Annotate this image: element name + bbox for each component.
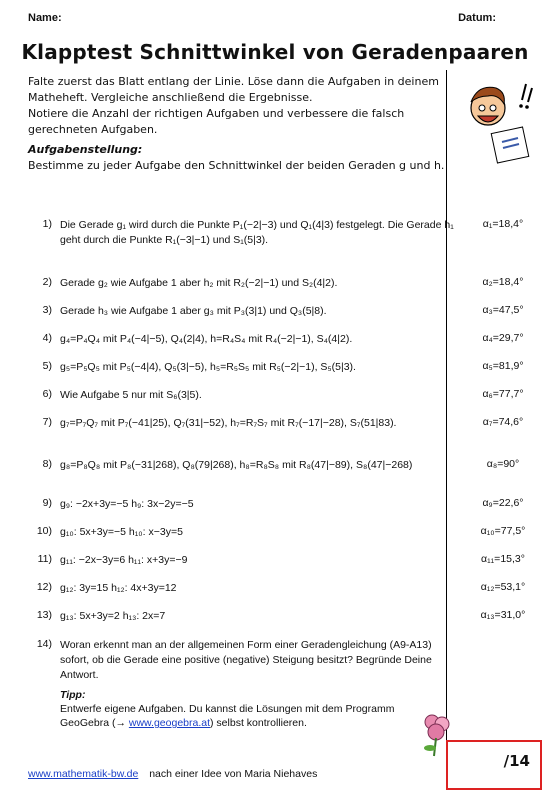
task-number: 10) [36,525,52,537]
task-number: 2) [42,276,52,288]
task-number: 3) [42,304,52,316]
task-text: Gerade g₂ wie Aufgabe 1 aber h₂ mit R₂(−2|−1) und S₂(4|2). [60,277,338,289]
task-result: α₅=81,9° [482,360,524,372]
task-text: Bestimme zu jeder Aufgabe den Schnittwinkel der beiden Geraden g und h. [28,159,445,172]
task-text: g₁₀: 5x+3y=−5 h₁₀: x−3y=5 [60,526,183,538]
task-number: 12) [36,581,52,593]
task-number: 4) [42,332,52,344]
task-result: α₆=77,7° [482,388,524,400]
task-number: 8) [42,458,52,470]
task-text: g₇=P₇Q₇ mit P₇(−41|25), Q₇(31|−52), h₇=R₇S₇ mit R₇(−17|−28), S₇(51|83). [60,417,397,429]
intro-text [28,74,448,174]
date-label: Datum: [458,12,496,24]
intro-line1: Falte zuerst das Blatt entlang der Linie. Löse dann die Aufgaben in deinem Matheheft. Vergleiche anschließend die Ergebnisse. [28,75,439,104]
task-number: 1) [42,218,52,230]
task-result: α₃=47,5° [482,304,524,316]
task-text: g₈=P₈Q₈ mit P₈(−31|268), Q₈(79|268), h₈=R₈S₈ mit R₈(47|−89), S₈(47|−268) [60,459,413,471]
task-number: 7) [42,416,52,428]
footer-text: nach einer Idee von Maria Niehaves [149,768,318,780]
footer-link[interactable]: www.mathematik-bw.de [28,768,139,780]
score-text: /14 [503,752,530,770]
task-heading: Aufgabenstellung: [28,143,143,156]
task-result: α₄=29,7° [482,332,524,344]
task-text: Wie Aufgabe 5 nur mit S₆(3|5). [60,389,202,401]
task-result: α₁₃=31,0° [480,609,526,621]
task-result: α₇=74,6° [482,416,524,428]
task-number: 13) [36,609,52,621]
task-number: 6) [42,388,52,400]
intro-line2: Notiere die Anzahl der richtigen Aufgaben und verbessere die falsch gerechneten Aufgaben. [28,107,405,136]
task-text: g₁₁: −2x−3y=6 h₁₁: x+3y=−9 [60,554,188,566]
tip-heading: Tipp: [60,689,86,701]
task-result: α₉=22,6° [482,497,524,509]
task-result: α₁₁=15,3° [481,553,525,565]
task-text: g₁₂: 3y=15 h₁₂: 4x+3y=12 [60,582,177,594]
name-label: Name: [28,12,62,24]
task-text: g₉: −2x+3y=−5 h₉: 3x−2y=−5 [60,498,194,510]
task-number: 14) [36,638,52,650]
student-cartoon-illustration [458,78,538,168]
task-result: α₁₂=53,1° [480,581,526,593]
task-text: Gerade h₃ wie Aufgabe 1 aber g₃ mit P₃(3|1) und Q₃(5|8). [60,305,327,317]
tip-text: Entwerfe eigene Aufgaben. Du kannst die Lösungen mit dem Programm GeoGebra (→ [60,703,395,729]
task-text: Die Gerade g₁ wird durch die Punkte P₁(−2|−3) und Q₁(4|3) festgelegt. Die Gerade h₁ geht durch die Punkte R₁(−3|−1) und S₁(5|3). [60,219,454,246]
page-title: Klapptest Schnittwinkel von Geradenpaaren [21,40,529,64]
task-result: α₁=18,4° [482,218,524,230]
task-text: g₅=P₅Q₅ mit P₅(−4|4), Q₅(3|−5), h₅=R₅S₅ mit R₅(−2|−1), S₅(5|3). [60,361,356,373]
tip-box [60,688,440,730]
score-box [446,740,542,790]
task-number: 5) [42,360,52,372]
geogebra-link[interactable]: www.geogebra.at [128,717,211,729]
task-text: g₄=P₄Q₄ mit P₄(−4|−5), Q₄(2|4), h=R₄S₄ mit R₄(−2|−1), S₄(4|2). [60,333,353,345]
task-result: α₂=18,4° [482,276,524,288]
fold-line-top [446,70,447,214]
task-result: α₈=90° [486,458,520,470]
tip-text-after: ) selbst kontrollieren. [210,717,307,729]
task-number: 9) [42,497,52,509]
task-text: g₁₃: 5x+3y=2 h₁₃: 2x=7 [60,610,166,622]
task-number: 11) [37,553,52,565]
footer [28,768,317,780]
task-result: α₁₀=77,5° [480,525,526,537]
task-text: Woran erkennt man an der allgemeinen Form einer Geradengleichung (A9-A13) sofort, ob die Gerade eine positive (negative) Steigung besitzt? Begründe Deine Antwort. [60,639,432,681]
